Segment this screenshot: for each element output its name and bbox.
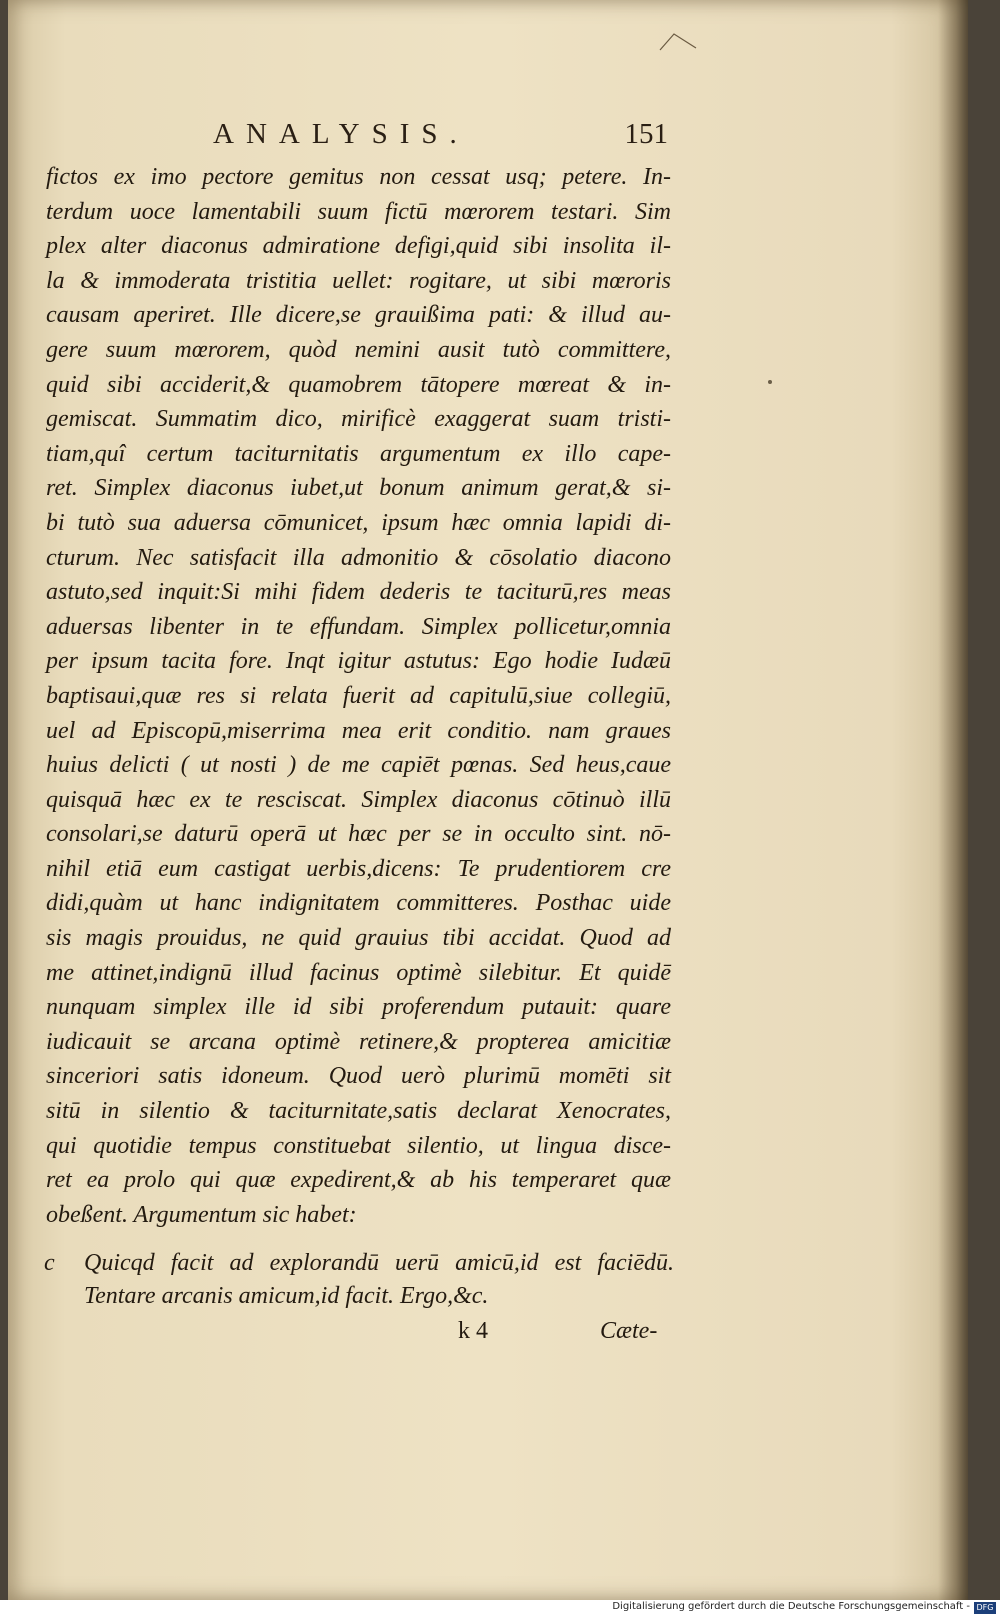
text-line: didi,quàm ut hanc indignitatem committeres. Posthac uide [46,890,671,917]
text-line: ret. Simplex diaconus iubet,ut bonum animum gerat,& si- [46,475,671,502]
book-page [8,0,968,1600]
text-line: me attinet,indignū illud facinus optimè silebitur. Et quidē [46,959,671,986]
catchword: Cæte- [600,1318,658,1344]
text-line: aduersas libenter in te effundam. Simplex pollicetur,omnia [46,613,671,640]
text-line: tiam,quî certum taciturnitatis argumentum ex illo cape- [46,440,671,467]
text-line: la & immoderata tristitia uellet: rogitare, ut sibi mœroris [46,267,671,294]
text-line: sis magis prouidus, ne quid grauius tibi accidat. Quod ad [46,925,671,952]
text-line: per ipsum tacita fore. Inqt igitur astutus: Ego hodie Iudæū [46,648,671,675]
page-header [213,118,668,158]
footer-bar [0,1600,1000,1616]
text-line: gemiscat. Summatim dico, mirificè exaggerat suam tristi- [46,406,671,433]
text-line: sinceriori satis idoneum. Quod uerò plurimū momēti sit [46,1063,671,1090]
text-line: iudicauit se arcana optimè retinere,& propterea amicitiæ [46,1028,671,1055]
text-line: baptisaui,quæ res si relata fuerit ad capitulū,siue collegiū, [46,682,671,709]
dfg-logo: DFG [974,1602,996,1614]
text-line: cturum. Nec satisfacit illa admonitio & cōsolatio diacono [46,544,671,571]
text-line: fictos ex imo pectore gemitus non cessat usq; petere. In- [46,164,671,190]
syllogism-marker: c [44,1250,55,1276]
body-text [46,160,671,1232]
signature-mark: k 4 [458,1318,488,1344]
text-line: sitū in silentio & taciturnitate,satis declarat Xenocrates, [46,1098,671,1125]
page-crease-mark [658,30,698,54]
gutter-shadow [938,0,968,1600]
paper-speck [768,380,772,384]
text-line: consolari,se daturū operā ut hæc per se in occulto sint. nō- [46,821,671,848]
text-line: huius delicti ( ut nosti ) de me capiēt pœnas. Sed heus,caue [46,752,671,779]
running-title: ANALYSIS. [213,118,469,150]
text-line: obeßent. Argumentum sic habet: [46,1201,357,1228]
text-line: quid sibi acciderit,& quamobrem tātopere mœreat & in- [46,371,671,398]
text-line: nunquam simplex ille id sibi proferendum putauit: quare [46,994,671,1021]
text-line: astuto,sed inquit:Si mihi fidem dederis te taciturū,res meas [46,579,671,606]
text-line: uel ad Episcopū,miserrima mea erit conditio. nam graues [46,717,671,744]
text-line: terdum uoce lamentabili suum fictū mœrorem testari. Sim [46,198,671,225]
text-line: ret ea prolo qui quæ expedirent,& ab his temperaret quæ [46,1167,671,1194]
text-line: nihil etiā eum castigat uerbis,dicens: Te prudentiorem cre [46,855,671,882]
text-line: gere suum mœrorem, quòd nemini ausit tutò committere, [46,336,671,363]
text-line: bi tutò sua aduersa cōmunicet, ipsum hæc omnia lapidi di- [46,509,671,536]
funding-credit: Digitalisierung gefördert durch die Deutsche Forschungsgemeinschaft - [612,1601,970,1612]
text-line: qui quotidie tempus constituebat silentio, ut lingua disce- [46,1132,671,1159]
text-line: quisquā hæc ex te resciscat. Simplex diaconus cōtinuò illū [46,786,671,813]
text-line: causam aperiret. Ille dicere,se grauißima pati: & illud au- [46,302,671,329]
syllogism-minor-premise: Tentare arcanis amicum,id facit. Ergo,&c. [84,1283,489,1309]
text-line: plex alter diaconus admiratione defigi,quid sibi insolita il- [46,233,671,260]
page-number: 151 [624,118,668,150]
syllogism-major-premise: Quicqd facit ad explorandū uerū amicū,id est faciēdū. [84,1250,674,1276]
